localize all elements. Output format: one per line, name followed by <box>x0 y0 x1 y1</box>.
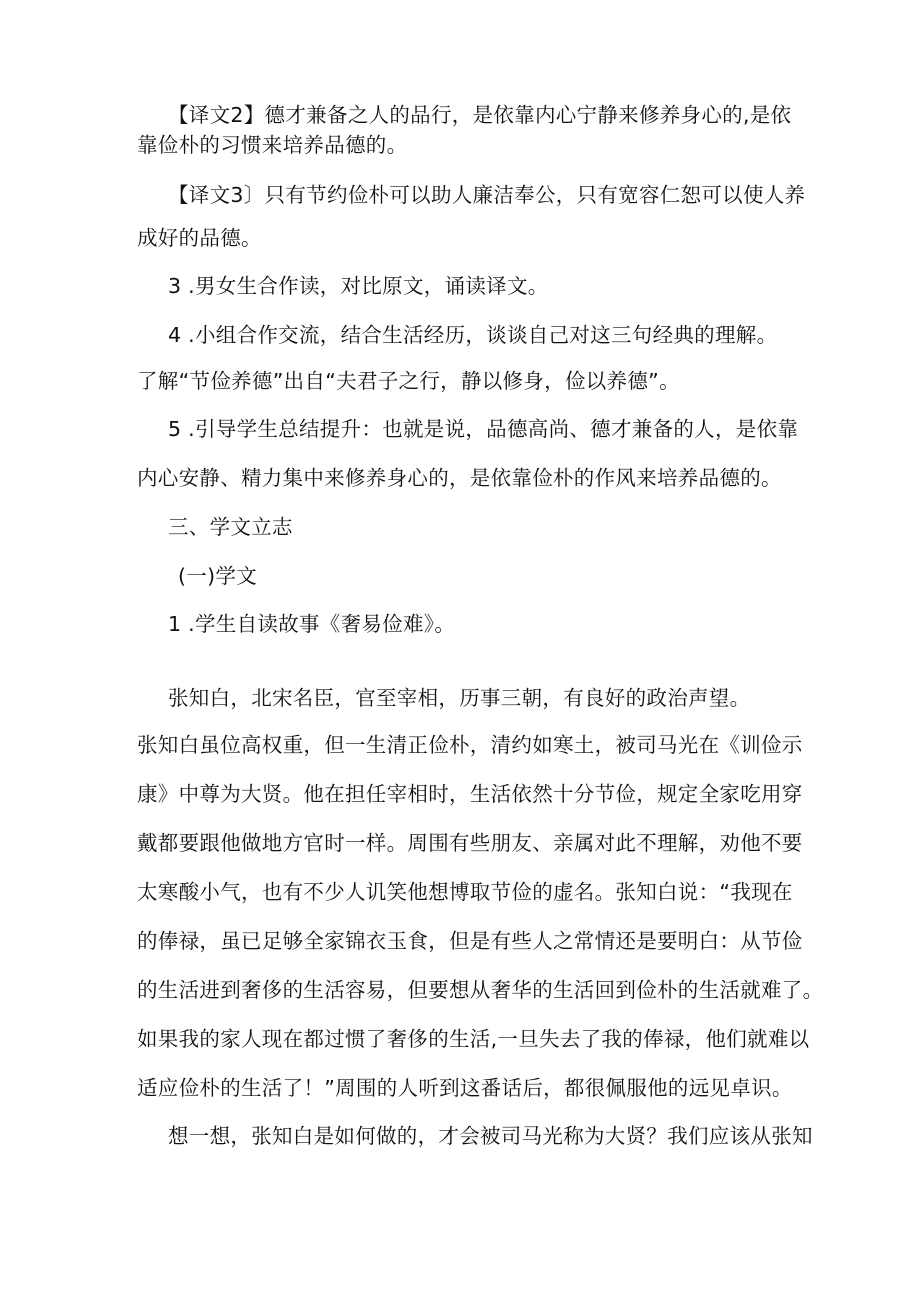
text-line: 1 .学生自读故事《奢易俭难》。 <box>168 612 456 636</box>
text-line: 靠俭朴的习惯来培养品德的。 <box>137 133 408 157</box>
subsection-heading: (一)学文 <box>178 564 257 588</box>
text-line: 如果我的家人现在都过惯了奢侈的生活,一旦失去了我的俸禄，他们就难以 <box>137 1027 810 1051</box>
text-line: 成好的品德。 <box>137 226 262 250</box>
text-line: 戴都要跟他做地方官时一样。周围有些朋友、亲属对此不理解，劝他不要 <box>137 831 803 855</box>
text-line: 内心安静、精力集中来修养身心的，是依靠俭朴的作风来培养品德的。 <box>137 466 782 490</box>
text-line: 4 .小组合作交流，结合生活经历，谈谈自己对这三句经典的理解。 <box>168 323 778 347</box>
text-line: 张知白，北宋名臣，官至宰相，历事三朝，有良好的政治声望。 <box>168 686 751 710</box>
text-line: 太寒酸小气，也有不少人讥笑他想博取节俭的虚名。张知白说：“我现在 <box>137 880 793 904</box>
text-line: 适应俭朴的生活了！”周围的人听到这番话后，都很佩服他的远见卓识。 <box>137 1076 793 1100</box>
text-line: 康》中尊为大贤。他在担任宰相时，生活依然十分节俭，规定全家吃用穿 <box>137 782 803 806</box>
text-line: 5 .引导学生总结提升：也就是说，品德高尚、德才兼备的人，是依靠 <box>168 417 799 441</box>
text-line: 【译文2】德才兼备之人的品行，是依靠内心宁静来修养身心的,是依 <box>168 103 792 127</box>
text-line: 的生活进到奢侈的生活容易，但要想从奢华的生活回到俭朴的生活就难了。 <box>137 978 824 1002</box>
text-line: 张知白虽位高权重，但一生清正俭朴，清约如寒土，被司马光在《训俭示 <box>137 733 803 757</box>
text-line: 了解“节俭养德”出自“夫君子之行，静以修身，俭以养德”。 <box>137 369 680 393</box>
section-heading: 三、学文立志 <box>168 515 293 539</box>
text-line: 【译文3〕只有节约俭朴可以助人廉洁奉公，只有宽容仁恕可以使人养 <box>168 183 806 207</box>
text-line: 3 .男女生合作读，对比原文，诵读译文。 <box>168 274 549 298</box>
text-line: 想一想，张知白是如何做的，才会被司马光称为大贤？我们应该从张知 <box>168 1124 813 1148</box>
text-line: 的俸禄，虽已足够全家锦衣玉食，但是有些人之常情还是要明白：从节俭 <box>137 929 803 953</box>
